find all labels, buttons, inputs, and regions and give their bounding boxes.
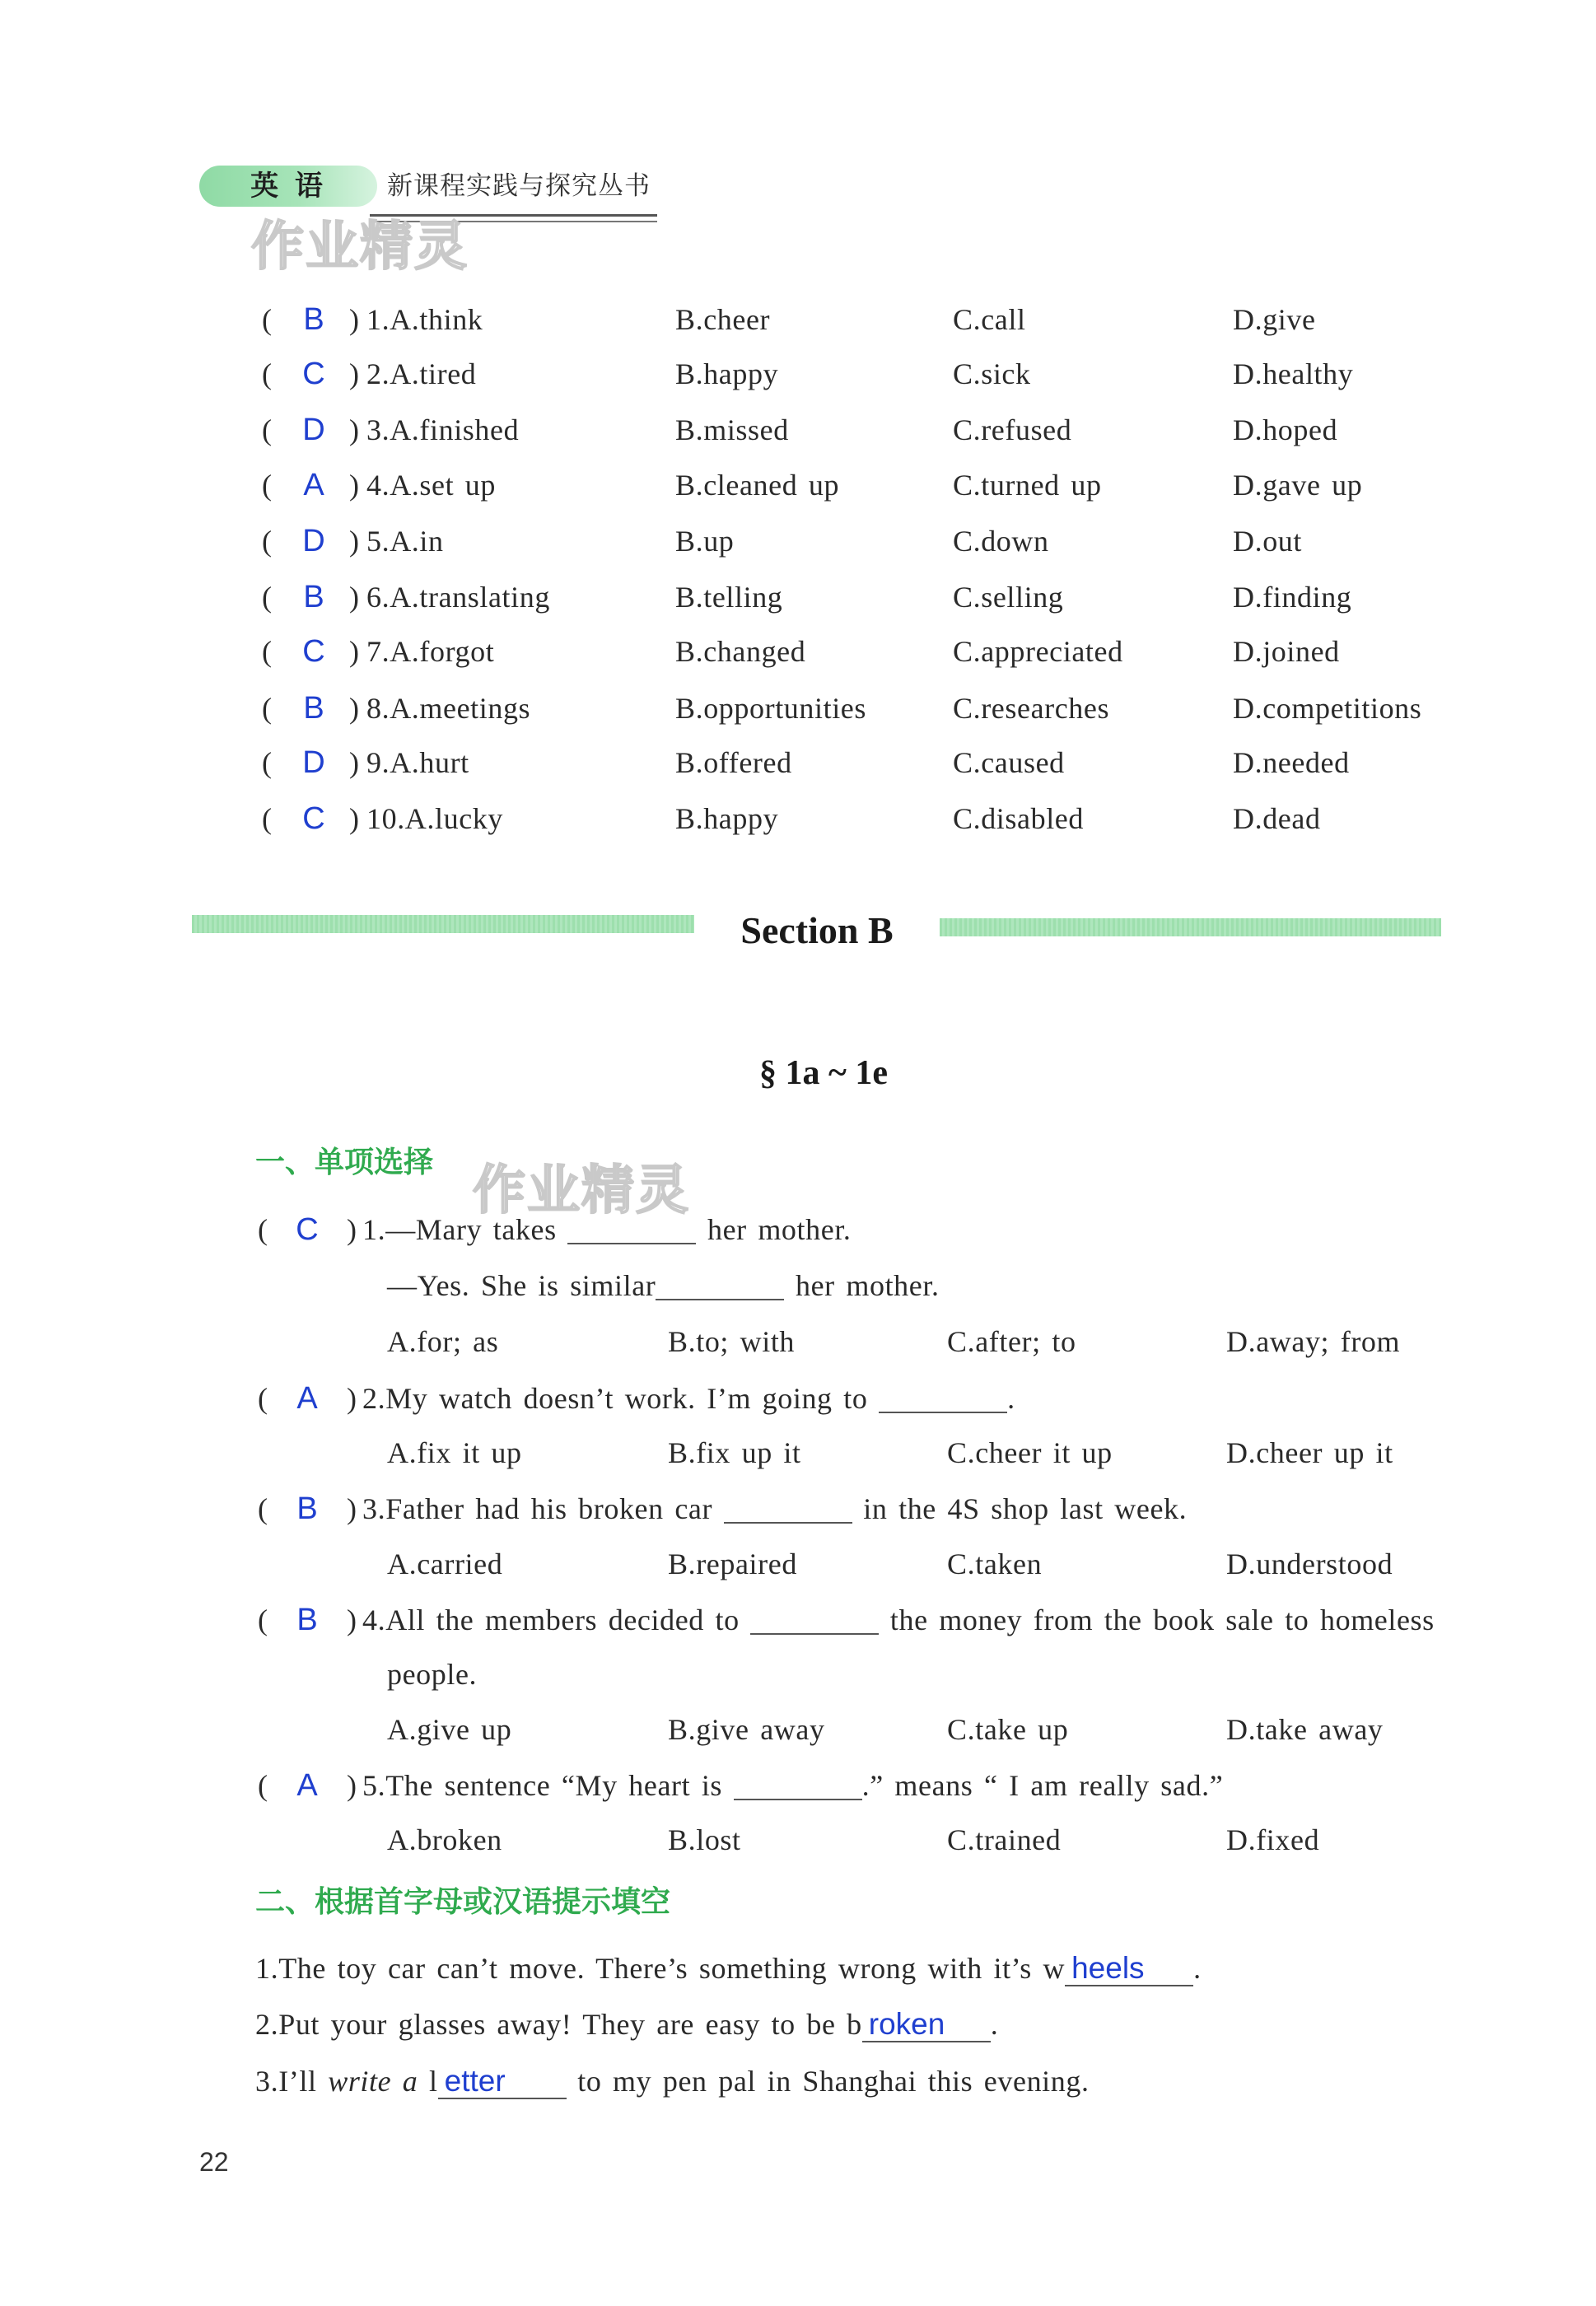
stem-text: 3.Father had his broken car bbox=[362, 1492, 713, 1525]
answer-letter: B bbox=[303, 580, 324, 614]
fill-sentence bbox=[255, 2061, 1090, 2102]
stem-text: 5.The sentence “My heart is bbox=[362, 1769, 723, 1802]
section-subtitle: § 1a ~ 1e bbox=[759, 1054, 888, 1092]
section-bar-right bbox=[940, 918, 1441, 936]
question-stem bbox=[362, 1599, 1435, 1641]
option-d: D.finding bbox=[1233, 581, 1352, 614]
bracket-open: ( bbox=[262, 525, 273, 558]
option-d: D.fixed bbox=[1226, 1823, 1320, 1856]
fill-text: 2.Put your glasses away! They are easy to be b bbox=[255, 2008, 862, 2041]
bracket-close: ) bbox=[349, 635, 360, 668]
stem-text: her mother. bbox=[796, 1269, 940, 1302]
answer-row bbox=[0, 409, 1596, 450]
option-c: C.trained bbox=[947, 1823, 1062, 1856]
fill-text: . bbox=[1193, 1952, 1202, 1985]
bracket-open: ( bbox=[258, 1492, 268, 1525]
option-b: B.happy bbox=[675, 357, 779, 390]
question-3-options bbox=[0, 1543, 1596, 1585]
option-d: D.dead bbox=[1233, 802, 1321, 835]
stem-text: —Yes. She is similar bbox=[387, 1269, 656, 1302]
option-d: D.take away bbox=[1226, 1713, 1384, 1746]
option-a: 2.A.tired bbox=[366, 357, 477, 390]
option-c: C.sick bbox=[953, 357, 1031, 390]
fill-text: write a bbox=[328, 2065, 418, 2098]
answer-blank bbox=[879, 1387, 1007, 1413]
answer-row bbox=[0, 688, 1596, 729]
answer-row bbox=[0, 353, 1596, 394]
option-a: 7.A.forgot bbox=[366, 635, 495, 668]
question-2-options bbox=[0, 1432, 1596, 1473]
fill-text: 1.The toy car can’t move. There’s something wrong with it’s w bbox=[255, 1952, 1066, 1985]
part2-heading: 二、根据首字母或汉语提示填空 bbox=[255, 1885, 671, 1919]
bracket-open: ( bbox=[262, 357, 273, 390]
option-d: D.away; from bbox=[1226, 1325, 1401, 1358]
stem-text: people. bbox=[387, 1658, 478, 1691]
fill-item-2 bbox=[0, 2004, 1596, 2045]
bracket-close: ) bbox=[349, 357, 360, 390]
bracket-close: ) bbox=[349, 525, 360, 558]
option-d: D.cheer up it bbox=[1226, 1436, 1393, 1469]
answer-letter: C bbox=[302, 801, 325, 836]
bracket-open: ( bbox=[262, 692, 273, 725]
question-stem bbox=[362, 1765, 1223, 1806]
answer-blank bbox=[1065, 1952, 1193, 1986]
bracket-close: ) bbox=[349, 746, 360, 779]
answer-letter: C bbox=[302, 357, 325, 391]
fill-sentence bbox=[255, 2004, 998, 2045]
answer-blank bbox=[656, 1274, 784, 1300]
option-b: B.up bbox=[675, 525, 735, 558]
bracket-open: ( bbox=[262, 802, 273, 835]
answer-letter: C bbox=[302, 634, 325, 669]
bracket-open: ( bbox=[262, 746, 273, 779]
option-d: D.joined bbox=[1233, 635, 1340, 668]
answer-letter: A bbox=[303, 468, 324, 502]
answer-blank bbox=[862, 2008, 991, 2042]
answer-row bbox=[0, 520, 1596, 562]
question-4-options bbox=[0, 1709, 1596, 1750]
question-1-options bbox=[0, 1321, 1596, 1362]
bracket-close: ) bbox=[349, 802, 360, 835]
part1-heading: 一、单项选择 bbox=[255, 1146, 434, 1179]
bracket-open: ( bbox=[262, 469, 273, 502]
series-title: 新课程实践与探究丛书 bbox=[387, 171, 651, 201]
fill-text: to my pen pal in Shanghai this evening. bbox=[577, 2065, 1090, 2098]
option-b: B.missed bbox=[675, 413, 789, 446]
bracket-open: ( bbox=[262, 581, 273, 614]
stem-text: . bbox=[1007, 1382, 1015, 1415]
option-a: 10.A.lucky bbox=[366, 802, 503, 835]
option-a: A.fix it up bbox=[387, 1436, 522, 1469]
option-c: C.appreciated bbox=[953, 635, 1123, 668]
answer-letter: B bbox=[296, 1491, 318, 1526]
option-a: A.broken bbox=[387, 1823, 502, 1856]
bracket-close: ) bbox=[347, 1382, 357, 1415]
option-c: C.take up bbox=[947, 1713, 1069, 1746]
fill-answer: etter bbox=[444, 2064, 506, 2098]
option-d: D.healthy bbox=[1233, 357, 1354, 390]
answer-blank bbox=[750, 1608, 879, 1635]
option-b: B.cleaned up bbox=[675, 469, 840, 502]
stem-text: 1.—Mary takes bbox=[362, 1213, 557, 1246]
bracket-open: ( bbox=[262, 413, 273, 446]
option-d: D.competitions bbox=[1233, 692, 1422, 725]
option-b: B.give away bbox=[668, 1713, 825, 1746]
bracket-open: ( bbox=[262, 303, 273, 336]
answer-blank bbox=[724, 1497, 852, 1524]
bracket-close: ) bbox=[347, 1603, 357, 1636]
option-c: C.turned up bbox=[953, 469, 1102, 502]
fill-item-3 bbox=[0, 2061, 1596, 2102]
option-c: C.cheer it up bbox=[947, 1436, 1113, 1469]
fill-text: . bbox=[990, 2008, 999, 2041]
option-b: B.opportunities bbox=[675, 692, 866, 725]
question-4-continued bbox=[0, 1654, 1596, 1695]
option-a: 1.A.think bbox=[366, 303, 483, 336]
option-a: 6.A.translating bbox=[366, 581, 550, 614]
bracket-open: ( bbox=[258, 1603, 268, 1636]
question-5-options bbox=[0, 1819, 1596, 1860]
bracket-open: ( bbox=[262, 635, 273, 668]
bracket-open: ( bbox=[258, 1769, 268, 1802]
fill-sentence bbox=[255, 1948, 1202, 1989]
stem-text: her mother. bbox=[707, 1213, 852, 1246]
option-a: 3.A.finished bbox=[366, 413, 520, 446]
stem-text: the money from the book sale to homeless bbox=[889, 1603, 1435, 1636]
option-c: C.down bbox=[953, 525, 1049, 558]
question-3 bbox=[0, 1488, 1596, 1529]
option-c: C.selling bbox=[953, 581, 1064, 614]
answer-letter: D bbox=[302, 413, 325, 447]
option-a: A.give up bbox=[387, 1713, 512, 1746]
option-a: 9.A.hurt bbox=[366, 746, 469, 779]
option-c: C.taken bbox=[947, 1547, 1043, 1580]
answer-letter: B bbox=[296, 1603, 318, 1637]
answer-row bbox=[0, 299, 1596, 340]
answer-row bbox=[0, 464, 1596, 506]
option-a: 8.A.meetings bbox=[366, 692, 531, 725]
stem-text: in the 4S shop last week. bbox=[863, 1492, 1188, 1525]
answer-letter: B bbox=[303, 691, 324, 726]
option-d: D.hoped bbox=[1233, 413, 1338, 446]
fill-item-1 bbox=[0, 1948, 1596, 1989]
option-d: D.gave up bbox=[1233, 469, 1363, 502]
option-b: B.lost bbox=[668, 1823, 741, 1856]
option-c: C.after; to bbox=[947, 1325, 1076, 1358]
answer-letter: A bbox=[296, 1381, 318, 1416]
question-4 bbox=[0, 1599, 1596, 1641]
fill-answer: heels bbox=[1071, 1951, 1145, 1985]
option-d: D.understood bbox=[1226, 1547, 1393, 1580]
stem-text: 2.My watch doesn’t work. I’m going to bbox=[362, 1382, 868, 1415]
option-b: B.telling bbox=[675, 581, 783, 614]
question-stem bbox=[387, 1265, 940, 1306]
answer-letter: B bbox=[303, 302, 324, 337]
answer-row bbox=[0, 576, 1596, 618]
question-1 bbox=[0, 1209, 1596, 1250]
option-d: D.give bbox=[1233, 303, 1316, 336]
bracket-close: ) bbox=[349, 581, 360, 614]
question-2 bbox=[0, 1378, 1596, 1419]
answer-blank bbox=[567, 1218, 696, 1244]
bracket-close: ) bbox=[349, 692, 360, 725]
bracket-open: ( bbox=[258, 1213, 268, 1246]
page-number: 22 bbox=[199, 2147, 229, 2177]
question-stem bbox=[362, 1209, 852, 1250]
fill-text: l bbox=[429, 2065, 438, 2098]
option-b: B.to; with bbox=[668, 1325, 796, 1358]
option-c: C.disabled bbox=[953, 802, 1084, 835]
stem-text: 4.All the members decided to bbox=[362, 1603, 740, 1636]
bracket-close: ) bbox=[349, 469, 360, 502]
answer-blank bbox=[438, 2065, 567, 2099]
stem-text: .” means “ I am really sad.” bbox=[861, 1769, 1224, 1802]
section-title: Section B bbox=[740, 909, 894, 951]
bracket-close: ) bbox=[347, 1213, 357, 1246]
option-b: B.happy bbox=[675, 802, 779, 835]
fill-answer: roken bbox=[868, 2007, 945, 2041]
bracket-close: ) bbox=[347, 1492, 357, 1525]
option-b: B.changed bbox=[675, 635, 806, 668]
bracket-close: ) bbox=[347, 1769, 357, 1802]
answer-row bbox=[0, 631, 1596, 672]
question-5 bbox=[0, 1765, 1596, 1806]
bracket-close: ) bbox=[349, 413, 360, 446]
option-b: B.cheer bbox=[675, 303, 771, 336]
watermark: 作业精灵 bbox=[473, 1160, 690, 1221]
option-b: B.offered bbox=[675, 746, 792, 779]
option-c: C.researches bbox=[953, 692, 1110, 725]
answer-letter: D bbox=[302, 524, 325, 558]
answer-blank bbox=[734, 1774, 862, 1800]
bracket-open: ( bbox=[258, 1382, 268, 1415]
option-c: C.call bbox=[953, 303, 1026, 336]
fill-text: 3.I’ll bbox=[255, 2065, 317, 2098]
option-d: D.out bbox=[1233, 525, 1302, 558]
option-a: 5.A.in bbox=[366, 525, 444, 558]
answer-letter: C bbox=[296, 1212, 319, 1247]
option-a: A.carried bbox=[387, 1547, 503, 1580]
question-stem bbox=[362, 1488, 1187, 1529]
option-b: B.fix up it bbox=[668, 1436, 801, 1469]
option-a: A.for; as bbox=[387, 1325, 499, 1358]
option-d: D.needed bbox=[1233, 746, 1350, 779]
section-bar-left bbox=[192, 915, 694, 933]
answer-row bbox=[0, 742, 1596, 783]
question-1-reply bbox=[0, 1265, 1596, 1306]
answer-row bbox=[0, 798, 1596, 839]
answer-letter: D bbox=[302, 745, 325, 780]
option-c: C.caused bbox=[953, 746, 1065, 779]
option-b: B.repaired bbox=[668, 1547, 797, 1580]
answer-letter: A bbox=[296, 1768, 318, 1803]
option-c: C.refused bbox=[953, 413, 1072, 446]
option-a: 4.A.set up bbox=[366, 469, 496, 502]
watermark: 作业精灵 bbox=[251, 217, 469, 278]
subject-badge: 英 语 bbox=[199, 166, 377, 207]
bracket-close: ) bbox=[349, 303, 360, 336]
question-stem bbox=[362, 1378, 1015, 1419]
